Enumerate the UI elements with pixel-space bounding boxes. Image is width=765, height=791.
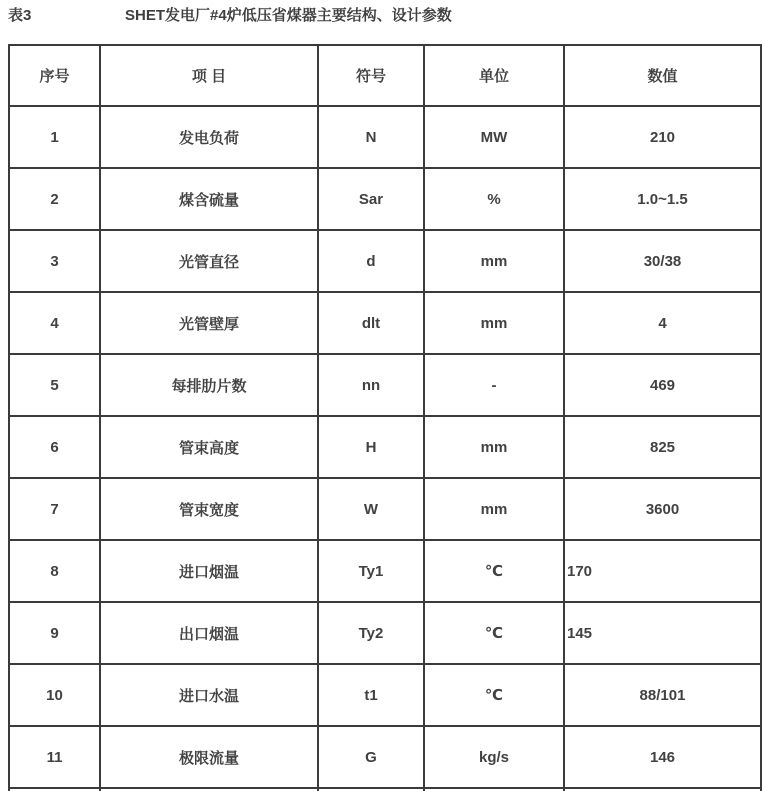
- cell-symbol: Sar: [318, 168, 424, 230]
- cell-unit: mm: [424, 478, 564, 540]
- header-cell-item: 项 目: [100, 45, 318, 106]
- cell-value: 210: [564, 106, 761, 168]
- cell-symbol: N: [318, 106, 424, 168]
- cell-value: 145: [564, 602, 761, 664]
- table-row: [9, 478, 761, 540]
- cell-symbol: Ty2: [318, 602, 424, 664]
- cell-item: 发电负荷: [100, 106, 318, 168]
- cell-item: 出口烟温: [100, 602, 318, 664]
- cell-value: 30/38: [564, 230, 761, 292]
- cell-no: 7: [9, 478, 100, 540]
- cell-no: 9: [9, 602, 100, 664]
- cell-no: 2: [9, 168, 100, 230]
- table-row: [9, 354, 761, 416]
- table-row: [9, 416, 761, 478]
- cell-item: 每排肋片数: [100, 354, 318, 416]
- cell-item: 煤含硫量: [100, 168, 318, 230]
- header-row: [9, 45, 761, 106]
- table-row: [9, 292, 761, 354]
- table-row: [9, 602, 761, 664]
- cell-value: 1.0~1.5: [564, 168, 761, 230]
- cell-item: 极限流量: [100, 726, 318, 788]
- table-header: [9, 45, 761, 106]
- cell-unit: MW: [424, 106, 564, 168]
- cell-symbol: G: [318, 726, 424, 788]
- cell-symbol: dlt: [318, 292, 424, 354]
- cell-unit: %: [424, 168, 564, 230]
- cell-item: 光管壁厚: [100, 292, 318, 354]
- cell-value: 88/101: [564, 664, 761, 726]
- cell-item: 光管直径: [100, 230, 318, 292]
- table-row: [9, 230, 761, 292]
- table-row: [9, 664, 761, 726]
- table-row: [9, 726, 761, 788]
- parameters-table: [8, 44, 762, 791]
- cell-item: 进口烟温: [100, 540, 318, 602]
- table-body: [9, 106, 761, 791]
- cell-item: 管束宽度: [100, 478, 318, 540]
- cell-symbol: W: [318, 478, 424, 540]
- cell-symbol: Ty1: [318, 540, 424, 602]
- cell-unit: ℃: [424, 664, 564, 726]
- cell-no: 8: [9, 540, 100, 602]
- cell-no: 4: [9, 292, 100, 354]
- header-cell-no: 序号: [9, 45, 100, 106]
- cell-no: 6: [9, 416, 100, 478]
- cell-value: 469: [564, 354, 761, 416]
- table-title-text: SHET发电厂#4炉低压省煤器主要结构、设计参数: [125, 7, 452, 24]
- cell-unit: kg/s: [424, 726, 564, 788]
- cell-value: 3600: [564, 478, 761, 540]
- table-row: [9, 540, 761, 602]
- table-caption: [8, 4, 452, 25]
- cell-value: 170: [564, 540, 761, 602]
- cell-unit: mm: [424, 292, 564, 354]
- cell-item: 进口水温: [100, 664, 318, 726]
- cell-symbol: nn: [318, 354, 424, 416]
- cell-value: 4: [564, 292, 761, 354]
- table-number-label: 表3: [8, 7, 32, 24]
- cell-unit: mm: [424, 416, 564, 478]
- cell-symbol: H: [318, 416, 424, 478]
- cell-symbol: d: [318, 230, 424, 292]
- cell-no: 1: [9, 106, 100, 168]
- cell-item: 管束高度: [100, 416, 318, 478]
- cell-no: 11: [9, 726, 100, 788]
- header-cell-unit: 单位: [424, 45, 564, 106]
- cell-value: 146: [564, 726, 761, 788]
- cell-unit: ℃: [424, 540, 564, 602]
- cell-unit: -: [424, 354, 564, 416]
- cell-value: 825: [564, 416, 761, 478]
- header-cell-symbol: 符号: [318, 45, 424, 106]
- header-cell-value: 数值: [564, 45, 761, 106]
- cell-unit: mm: [424, 230, 564, 292]
- table-row: [9, 106, 761, 168]
- cell-symbol: t1: [318, 664, 424, 726]
- cell-unit: ℃: [424, 602, 564, 664]
- cell-no: 10: [9, 664, 100, 726]
- cell-no: 5: [9, 354, 100, 416]
- cell-no: 3: [9, 230, 100, 292]
- table-row: [9, 168, 761, 230]
